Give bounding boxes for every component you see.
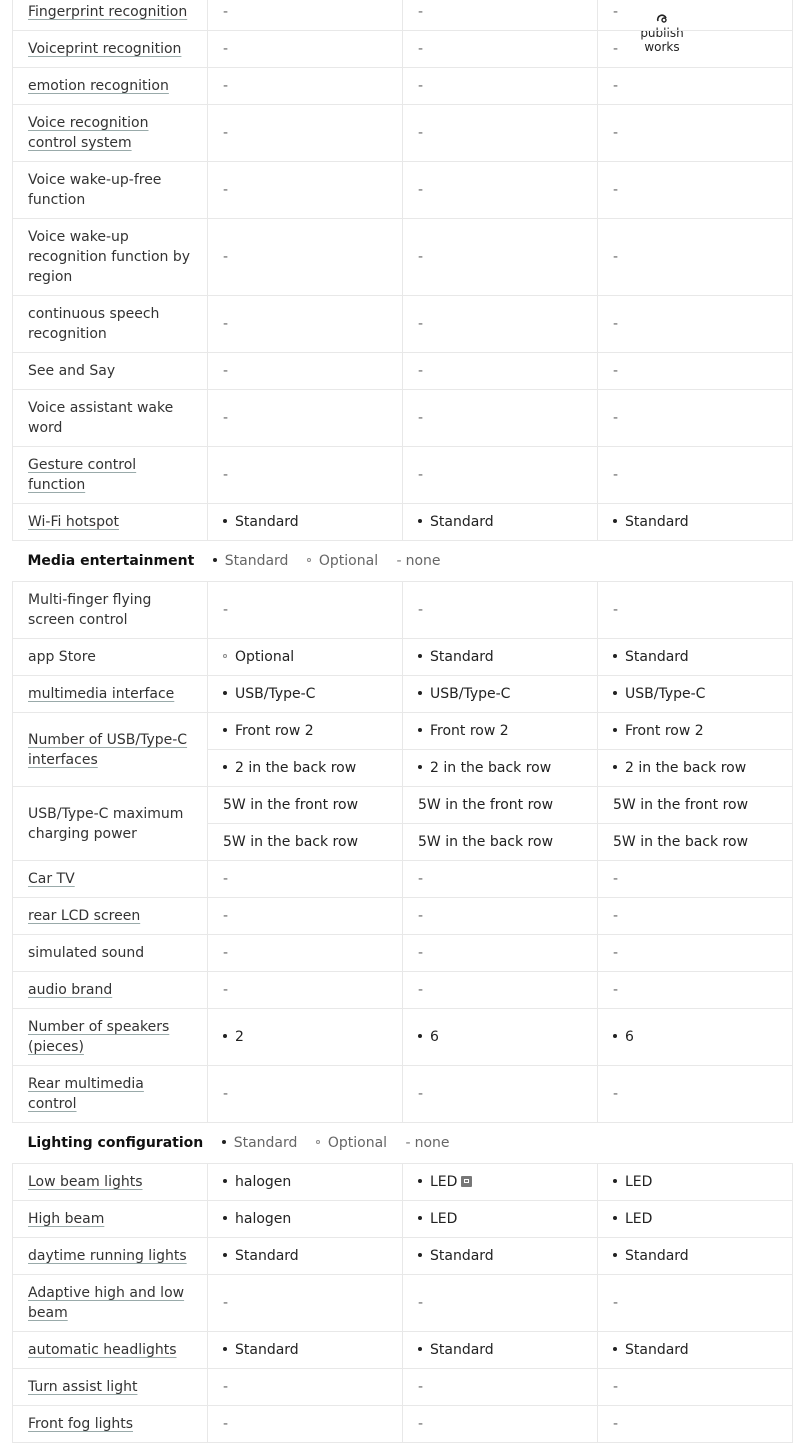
row-label-link[interactable]: Rear multimedia control xyxy=(28,1076,144,1112)
cell-value: - xyxy=(208,1275,403,1332)
row-label-link[interactable]: Number of USB/Type-C interfaces xyxy=(28,731,188,768)
none-dash-icon: - xyxy=(405,1135,411,1151)
cell-value: - xyxy=(598,972,793,1009)
row-label xyxy=(13,1009,208,1066)
cell-value: - xyxy=(403,1066,598,1123)
cell-value: - xyxy=(403,898,598,935)
row-label: continuous speech recognition xyxy=(13,296,208,353)
cell-value: 5W in the front row xyxy=(208,787,403,824)
section-header-lighting xyxy=(13,1123,793,1164)
publish-works-label: publish works xyxy=(640,26,684,54)
cell-value: Optional xyxy=(208,639,403,676)
cell-value: - xyxy=(598,1066,793,1123)
row-label xyxy=(13,1238,208,1275)
cell-value: - xyxy=(208,1066,403,1123)
cell-value: - xyxy=(598,353,793,390)
table-row xyxy=(13,676,793,713)
cell-value: 2 in the back row xyxy=(208,750,403,787)
standard-dot-icon xyxy=(613,1216,617,1220)
cell-value: 5W in the front row xyxy=(403,787,598,824)
section-title: Media entertainment xyxy=(27,553,195,569)
cell-value: - xyxy=(208,162,403,219)
row-label-link[interactable]: emotion recognition xyxy=(28,78,169,94)
standard-dot-icon xyxy=(613,654,617,658)
cell-value: - xyxy=(208,353,403,390)
table-row xyxy=(13,1406,793,1443)
legend-standard: Standard xyxy=(222,1135,298,1151)
cell-value: Standard xyxy=(208,1332,403,1369)
table-row xyxy=(13,1238,793,1275)
table-row xyxy=(13,582,793,639)
row-label-link[interactable]: multimedia interface xyxy=(28,686,175,702)
standard-dot-icon xyxy=(418,1347,422,1351)
cell-value: - xyxy=(598,31,793,68)
cell-value: 2 xyxy=(208,1009,403,1066)
cell-value: Standard xyxy=(208,504,403,541)
cell-value: 5W in the back row xyxy=(598,824,793,861)
row-label-link[interactable]: Car TV xyxy=(28,871,75,887)
row-label xyxy=(13,1332,208,1369)
cell-value: 6 xyxy=(403,1009,598,1066)
optional-circle-icon xyxy=(223,654,227,658)
standard-dot-icon xyxy=(223,1347,227,1351)
cell-value: - xyxy=(598,447,793,504)
cell-value: - xyxy=(403,296,598,353)
cell-value: - xyxy=(208,935,403,972)
standard-dot-icon xyxy=(213,558,217,562)
cell-value: - xyxy=(403,1406,598,1443)
table-row xyxy=(13,31,793,68)
cell-value: - xyxy=(598,861,793,898)
standard-dot-icon xyxy=(223,1216,227,1220)
row-label: USB/Type-C maximum charging power xyxy=(13,787,208,861)
standard-dot-icon xyxy=(223,728,227,732)
cell-value: 2 in the back row xyxy=(598,750,793,787)
table-row xyxy=(13,713,793,750)
cell-value: Front row 2 xyxy=(598,713,793,750)
legend-standard: Standard xyxy=(213,553,289,569)
cell-value: - xyxy=(598,1406,793,1443)
cell-value: - xyxy=(598,582,793,639)
cell-value: Standard xyxy=(208,1238,403,1275)
cell-value: - xyxy=(208,31,403,68)
cell-value: - xyxy=(598,935,793,972)
row-label-link[interactable]: Gesture control function xyxy=(28,457,137,493)
optional-circle-icon xyxy=(307,558,311,562)
cell-value: - xyxy=(403,105,598,162)
legend-optional: Optional xyxy=(307,553,378,569)
cell-value: - xyxy=(403,1275,598,1332)
cell-value: - xyxy=(208,582,403,639)
table-row xyxy=(13,390,793,447)
table-row xyxy=(13,1369,793,1406)
row-label-link[interactable]: automatic headlights xyxy=(28,1342,177,1358)
row-label xyxy=(13,713,208,787)
row-label-link[interactable]: Voice recognition control system xyxy=(28,115,149,151)
row-label-link[interactable]: rear LCD screen xyxy=(28,908,141,924)
row-label xyxy=(13,1201,208,1238)
row-label: See and Say xyxy=(13,353,208,390)
cell-value: - xyxy=(598,68,793,105)
cell-value: - xyxy=(403,68,598,105)
cell-value: - xyxy=(208,898,403,935)
legend-optional: Optional xyxy=(316,1135,387,1151)
standard-dot-icon xyxy=(222,1140,226,1144)
standard-dot-icon xyxy=(613,1179,617,1183)
standard-dot-icon xyxy=(613,519,617,523)
cell-value: halogen xyxy=(208,1201,403,1238)
standard-dot-icon xyxy=(613,1347,617,1351)
row-label xyxy=(13,898,208,935)
cell-value: - xyxy=(208,105,403,162)
cell-value: USB/Type-C xyxy=(598,676,793,713)
row-label xyxy=(13,31,208,68)
cell-value: - xyxy=(208,219,403,296)
cell-value: - xyxy=(598,390,793,447)
cell-value: - xyxy=(208,68,403,105)
table-row xyxy=(13,1066,793,1123)
cell-value: 5W in the back row xyxy=(208,824,403,861)
table-row xyxy=(13,935,793,972)
cell-value: - xyxy=(403,219,598,296)
table-row xyxy=(13,1164,793,1201)
cell-value: Front row 2 xyxy=(208,713,403,750)
cell-value: - xyxy=(598,162,793,219)
table-row xyxy=(13,0,793,31)
standard-dot-icon xyxy=(418,765,422,769)
cell-value: Standard xyxy=(598,1332,793,1369)
standard-dot-icon xyxy=(613,1034,617,1038)
cell-value: 5W in the back row xyxy=(403,824,598,861)
row-label: Voice assistant wake word xyxy=(13,390,208,447)
table-row xyxy=(13,787,793,824)
cell-value: LED xyxy=(598,1201,793,1238)
image-preview-icon[interactable] xyxy=(461,1176,472,1187)
table-row xyxy=(13,1332,793,1369)
cell-value: - xyxy=(403,1369,598,1406)
standard-dot-icon xyxy=(223,1179,227,1183)
cell-value: Standard xyxy=(403,639,598,676)
row-label xyxy=(13,1369,208,1406)
standard-dot-icon xyxy=(418,1253,422,1257)
standard-dot-icon xyxy=(418,728,422,732)
row-label: Voice wake-up recognition function by region xyxy=(13,219,208,296)
cell-value: 5W in the front row xyxy=(598,787,793,824)
standard-dot-icon xyxy=(223,691,227,695)
cell-value: - xyxy=(403,582,598,639)
cell-value: - xyxy=(208,296,403,353)
row-label xyxy=(13,676,208,713)
cell-value: - xyxy=(403,390,598,447)
cell-value: - xyxy=(208,390,403,447)
cell-value: - xyxy=(598,1369,793,1406)
cell-value: Standard xyxy=(598,504,793,541)
cell-value: - xyxy=(208,1369,403,1406)
cell-value: - xyxy=(208,0,403,31)
row-label-link[interactable]: Adaptive high and low beam xyxy=(28,1285,185,1321)
row-label-link[interactable]: Turn assist light xyxy=(28,1379,138,1395)
row-label: simulated sound xyxy=(13,935,208,972)
cell-value: - xyxy=(403,31,598,68)
cell-value: 6 xyxy=(598,1009,793,1066)
cell-value: - xyxy=(403,353,598,390)
legend-none: - none xyxy=(405,1135,450,1151)
cell-value: Standard xyxy=(403,1332,598,1369)
row-label-link[interactable]: Front fog lights xyxy=(28,1416,134,1432)
table-row xyxy=(13,861,793,898)
cell-value: - xyxy=(208,447,403,504)
table-row xyxy=(13,972,793,1009)
row-label: Voice wake-up-free function xyxy=(13,162,208,219)
table-row xyxy=(13,162,793,219)
table-row xyxy=(13,1201,793,1238)
standard-dot-icon xyxy=(223,1253,227,1257)
table-row xyxy=(13,1275,793,1332)
none-dash-icon: - xyxy=(396,553,402,569)
row-label-link[interactable]: daytime running lights xyxy=(28,1248,187,1264)
standard-dot-icon xyxy=(418,1216,422,1220)
row-label: app Store xyxy=(13,639,208,676)
standard-dot-icon xyxy=(223,519,227,523)
cell-value: LED xyxy=(598,1164,793,1201)
cell-value: - xyxy=(403,935,598,972)
row-label xyxy=(13,861,208,898)
cell-value: Front row 2 xyxy=(403,713,598,750)
cell-value: - xyxy=(208,972,403,1009)
cell-value: LED xyxy=(403,1164,598,1201)
row-label xyxy=(13,105,208,162)
standard-dot-icon xyxy=(613,691,617,695)
section-title: Lighting configuration xyxy=(27,1135,204,1151)
cell-value: LED xyxy=(403,1201,598,1238)
row-label-link[interactable]: audio brand xyxy=(28,982,113,998)
table-row xyxy=(13,447,793,504)
cell-value: - xyxy=(598,1275,793,1332)
cell-value: - xyxy=(598,105,793,162)
row-label xyxy=(13,68,208,105)
row-label-link[interactable]: High beam xyxy=(28,1211,105,1227)
cell-value: Standard xyxy=(403,504,598,541)
row-label xyxy=(13,0,208,31)
cell-value: - xyxy=(598,219,793,296)
cell-value: USB/Type-C xyxy=(208,676,403,713)
cell-value: - xyxy=(403,0,598,31)
cell-value: - xyxy=(208,1406,403,1443)
table-row xyxy=(13,639,793,676)
cell-value: - xyxy=(598,296,793,353)
cell-value: 2 in the back row xyxy=(403,750,598,787)
table-row xyxy=(13,353,793,390)
cell-value: - xyxy=(403,972,598,1009)
standard-dot-icon xyxy=(613,1253,617,1257)
cell-value: USB/Type-C xyxy=(403,676,598,713)
standard-dot-icon xyxy=(223,765,227,769)
row-label xyxy=(13,1066,208,1123)
standard-dot-icon xyxy=(223,1034,227,1038)
config-table xyxy=(12,0,793,1443)
row-label-link[interactable]: Voiceprint recognition xyxy=(28,41,182,57)
row-label xyxy=(13,1275,208,1332)
row-label-link[interactable]: Wi-Fi hotspot xyxy=(28,514,120,530)
row-label-link[interactable]: Number of speakers (pieces) xyxy=(28,1019,170,1055)
standard-dot-icon xyxy=(613,728,617,732)
table-row xyxy=(13,68,793,105)
row-label xyxy=(13,504,208,541)
table-row xyxy=(13,296,793,353)
standard-dot-icon xyxy=(418,1034,422,1038)
cell-value: - xyxy=(403,447,598,504)
table-row xyxy=(13,504,793,541)
cell-value: halogen xyxy=(208,1164,403,1201)
standard-dot-icon xyxy=(418,519,422,523)
row-label xyxy=(13,972,208,1009)
standard-dot-icon xyxy=(418,691,422,695)
standard-dot-icon xyxy=(418,1179,422,1183)
cell-value: Standard xyxy=(403,1238,598,1275)
cell-value: Standard xyxy=(598,639,793,676)
table-row xyxy=(13,1009,793,1066)
row-label-link[interactable]: Low beam lights xyxy=(28,1174,143,1190)
cell-value: - xyxy=(403,861,598,898)
cell-value: Standard xyxy=(598,1238,793,1275)
cell-value: - xyxy=(403,162,598,219)
table-row xyxy=(13,105,793,162)
cell-value: - xyxy=(598,0,793,31)
cell-value: - xyxy=(208,861,403,898)
cell-value: - xyxy=(598,898,793,935)
row-label xyxy=(13,1164,208,1201)
standard-dot-icon xyxy=(613,765,617,769)
row-label xyxy=(13,447,208,504)
standard-dot-icon xyxy=(418,654,422,658)
optional-circle-icon xyxy=(316,1140,320,1144)
section-header-media xyxy=(13,541,793,582)
legend-none: - none xyxy=(396,553,441,569)
row-label-link[interactable]: Fingerprint recognition xyxy=(28,4,188,20)
row-label xyxy=(13,1406,208,1443)
table-row xyxy=(13,898,793,935)
table-row xyxy=(13,219,793,296)
row-label: Multi-finger flying screen control xyxy=(13,582,208,639)
